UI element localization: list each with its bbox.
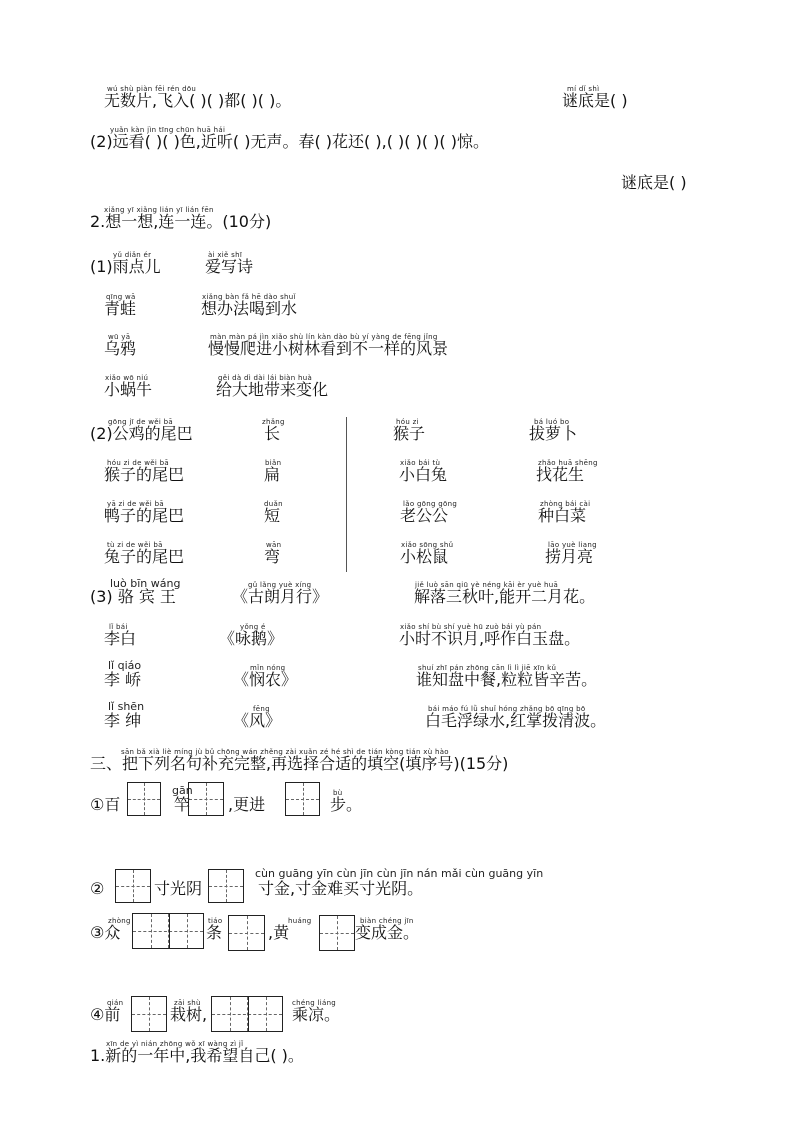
pinyin: zāi shù [174, 999, 201, 1007]
pinyin: xiǎo wō niú [105, 374, 149, 382]
pinyin: biàn chéng jīn [360, 917, 414, 925]
riddle-line2: (2)远看( )( )色,近听( )无声。春( )花还( ),( )( )( )( )惊。 [90, 132, 489, 151]
q1-text-c: ,更进 [228, 795, 266, 814]
q1-text-b: 竿 [174, 795, 191, 814]
match-item: (2)公鸡的尾巴 [90, 424, 193, 443]
pinyin: xiǎo sōng shǔ [401, 541, 454, 549]
tianzige-box[interactable] [211, 996, 283, 1032]
match-item: 谁知盘中餐,粒粒皆辛苦。 [416, 670, 598, 689]
match-item: 短 [264, 506, 281, 525]
match-item: 长 [264, 424, 281, 443]
tianzige-box[interactable] [115, 869, 151, 903]
match-left-item: 小蜗牛 [104, 380, 153, 399]
pinyin: luò bīn wáng [110, 577, 181, 590]
match-item: 扁 [264, 465, 281, 484]
match-item: 猴子的尾巴 [104, 465, 185, 484]
match-item: 《咏鹅》 [219, 629, 284, 648]
match-item: 小白兔 [399, 465, 448, 484]
pinyin-line1: wú shù piàn fēi rén dōu [107, 85, 197, 93]
pinyin: yǔ diǎn ér [113, 251, 152, 259]
q4-text-a: ④前 [90, 1005, 121, 1024]
tianzige-box[interactable] [319, 915, 355, 951]
pinyin: chéng liáng [292, 999, 337, 1007]
pinyin-answer1: mí dǐ shì [567, 85, 600, 93]
divider-line [346, 417, 347, 572]
match-item: 兔子的尾巴 [104, 547, 185, 566]
riddle-line1: 无数片,飞入( )( )都( )( )。 [104, 91, 292, 110]
pinyin: bù [333, 789, 343, 797]
pinyin: bá luó bo [534, 418, 570, 426]
section-two-title: 2.想一想,连一连。(10分) [90, 212, 272, 231]
match-left-item: (1)雨点儿 [90, 257, 161, 276]
match-right-item: 慢慢爬进小树林看到不一样的风景 [208, 339, 449, 358]
pinyin: huáng [288, 917, 312, 925]
pinyin: lǐ shēn [108, 700, 145, 713]
q3-text-a: ③众 [90, 923, 121, 942]
match-item: (3) 骆 宾 王 [90, 587, 176, 606]
pinyin: fēng [253, 705, 270, 713]
q2-text-c: 寸金,寸金难买寸光阴。 [258, 879, 424, 898]
pinyin: tù zi de wěi bā [107, 541, 163, 549]
riddle-answer2: 谜底是( ) [621, 173, 687, 192]
pinyin: mǐn nóng [250, 664, 286, 672]
pinyin: zhòng [108, 917, 131, 925]
match-item: 小松鼠 [400, 547, 449, 566]
pinyin: yǒng é [240, 623, 266, 631]
pinyin: gǔ lǎng yuè xíng [248, 581, 312, 589]
match-item: 《古朗月行》 [232, 587, 329, 606]
match-item: 李 峤 [104, 670, 142, 689]
pinyin-title2: xiǎng yī xiǎng lián yī lián fēn [104, 206, 214, 214]
pinyin: wān [266, 541, 282, 549]
pinyin: biǎn [265, 459, 282, 467]
pinyin: xiǎo bái tù [400, 459, 441, 467]
q3-text-d: 变成金。 [355, 923, 420, 942]
match-right-item: 想办法喝到水 [201, 299, 298, 318]
match-item: 《悯农》 [233, 670, 298, 689]
pinyin: lāo yuè liang [548, 541, 597, 549]
pinyin: duǎn [264, 500, 283, 508]
pinyin: gān [172, 784, 193, 797]
match-item: 找花生 [536, 465, 585, 484]
q4-text-b: 栽树, [170, 1005, 208, 1024]
pinyin: lǐ qiáo [108, 659, 142, 672]
match-item: 《风》 [233, 711, 282, 730]
match-right-item: 爱写诗 [205, 257, 254, 276]
tianzige-box[interactable] [127, 782, 161, 816]
match-item: 种白菜 [538, 506, 587, 525]
tianzige-box[interactable] [131, 996, 167, 1032]
match-item: 弯 [264, 547, 281, 566]
pinyin: ài xiě shī [208, 251, 243, 259]
pinyin-line2: yuǎn kàn jìn tīng chūn huā hái [110, 126, 226, 134]
q2-text-b: 寸光阴 [154, 879, 203, 898]
pinyin: wū yā [108, 333, 131, 341]
pinyin: màn màn pá jìn xiǎo shù lín kàn dào bù yí yàng de fēng jǐng [210, 333, 438, 341]
pinyin: tiáo [208, 917, 223, 925]
riddle-answer1: 谜底是( ) [562, 91, 628, 110]
match-item: 李白 [104, 629, 137, 648]
q4-text-c: 乘凉。 [292, 1005, 341, 1024]
match-item: 捞月亮 [545, 547, 594, 566]
q2-text-a: ② [90, 879, 105, 898]
pinyin: jiě luò sān qiū yè néng kāi èr yuè huā [415, 581, 559, 589]
section-three-title: 三、把下列名句补充完整,再选择合适的填空(填序号)(15分) [90, 754, 509, 773]
pinyin: shuí zhī pán zhōng cān lì lì jiē xīn kǔ [418, 664, 557, 672]
pinyin: lǐ bái [109, 623, 128, 631]
tianzige-box[interactable] [188, 782, 224, 816]
match-item: 解落三秋叶,能开二月花。 [414, 587, 596, 606]
q1-text-a: ①百 [90, 795, 121, 814]
pinyin: hóu zi [396, 418, 419, 426]
match-item: 鸭子的尾巴 [104, 506, 185, 525]
pinyin: xīn de yì nián zhōng wǒ xī wàng zì jǐ [106, 1040, 244, 1048]
pinyin: hóu zi de wěi bā [107, 459, 169, 467]
pinyin: qián [107, 999, 124, 1007]
q3-text-c: ,黄 [268, 923, 290, 942]
pinyin: xiǎo shí bù shí yuè hū zuò bái yù pán [400, 623, 542, 631]
match-item: 李 绅 [104, 711, 142, 730]
pinyin: gěi dà dì dài lái biàn huà [218, 374, 313, 382]
pinyin: cùn guāng yīn cùn jīn cùn jīn nán mǎi cùn guāng yīn [255, 867, 544, 880]
pinyin-title3: sān bǎ xià liè míng jù bǔ chōng wán zhěng zài xuǎn zé hé shì de tián kòng tián xù hào [121, 748, 449, 756]
tianzige-box[interactable] [132, 913, 204, 949]
match-item: 白毛浮绿水,红掌拨清波。 [425, 711, 607, 730]
match-right-item: 给大地带来变化 [216, 380, 329, 399]
pinyin: yā zi de wěi bā [107, 500, 164, 508]
pinyin: bái máo fú lǜ shuǐ hóng zhǎng bō qīng bō [428, 705, 586, 713]
tianzige-box[interactable] [228, 915, 265, 951]
pinyin: xiǎng bàn fǎ hē dào shuǐ [202, 293, 296, 301]
match-item: 拔萝卜 [529, 424, 578, 443]
match-left-item: 乌鸦 [104, 339, 137, 358]
q3-text-b: 条 [206, 923, 223, 942]
match-left-item: 青蛙 [104, 299, 137, 318]
pinyin: qīng wā [106, 293, 136, 301]
q1-text-d: 步。 [330, 795, 363, 814]
match-item: 小时不识月,呼作白玉盘。 [399, 629, 581, 648]
q5-text: 1.新的一年中,我希望自己( )。 [90, 1046, 304, 1065]
pinyin: lǎo gōng gōng [403, 500, 458, 508]
pinyin: zhǎng [262, 418, 285, 426]
pinyin: zhǎo huā shēng [538, 459, 598, 467]
match-item: 猴子 [393, 424, 426, 443]
tianzige-box[interactable] [285, 782, 320, 816]
match-item: 老公公 [400, 506, 449, 525]
pinyin: gōng jī de wěi bā [108, 418, 173, 426]
pinyin: zhòng bái cài [540, 500, 591, 508]
tianzige-box[interactable] [208, 869, 244, 903]
